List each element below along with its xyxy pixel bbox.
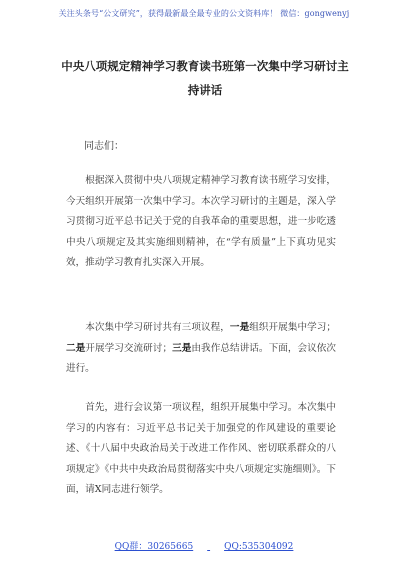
footer-contact (0, 539, 408, 552)
agenda-item-1-marker: 一是 (229, 322, 250, 333)
agenda-text: 本次集中学习研讨共有三项议程， (85, 322, 230, 333)
agenda-item-1-text: 组织开展集中学习； (249, 322, 337, 333)
paragraph-agenda (66, 318, 336, 380)
paragraph-intro: 根据深入贯彻中央八项规定精神学习教育读书班学习安排，今天组织开展第一次集中学习。本次学习研讨的主题是，深入学习贯彻习近平总书记关于党的自我革命的重要思想，进一步吃透中央八项规定及其实施细则精神，在“学有质量”上下真功见实效，推动学习教育扎实深入开展。 (66, 175, 336, 268)
greeting-line: 同志们： (84, 141, 124, 152)
agenda-item-2-text: 开展学习交流研讨； (85, 342, 173, 354)
agenda-item-3-marker: 三是 (172, 342, 192, 354)
qq-link[interactable]: QQ:535304092 (224, 542, 294, 552)
agenda-item-3-text: 由我作总结讲话。下面，会议依次进行。 (66, 342, 337, 374)
qq-group-link[interactable]: QQ群：30265665 (114, 542, 194, 552)
paragraph-first-item: 首先，进行会议第一项议程，组织开展集中学习。本次集中学习的内容有：习近平总书记关于加强党的作风建设的重要论述、《十八届中央政治局关于改进工作作风、密切联系群众的八项规定》《中共中央政治局贯彻落实中央八项规定实施细则》。下面，请X同志进行领学。 (66, 402, 336, 495)
document-title: 中央八项规定精神学习教育读书班第一次集中学习研讨主持讲话 (61, 59, 349, 97)
agenda-item-2-marker: 二是 (66, 342, 86, 354)
promo-banner: 关注头条号“公文研究”，获得最新最全最专业的公文资料库！ 微信：gongwenyj (58, 9, 350, 18)
